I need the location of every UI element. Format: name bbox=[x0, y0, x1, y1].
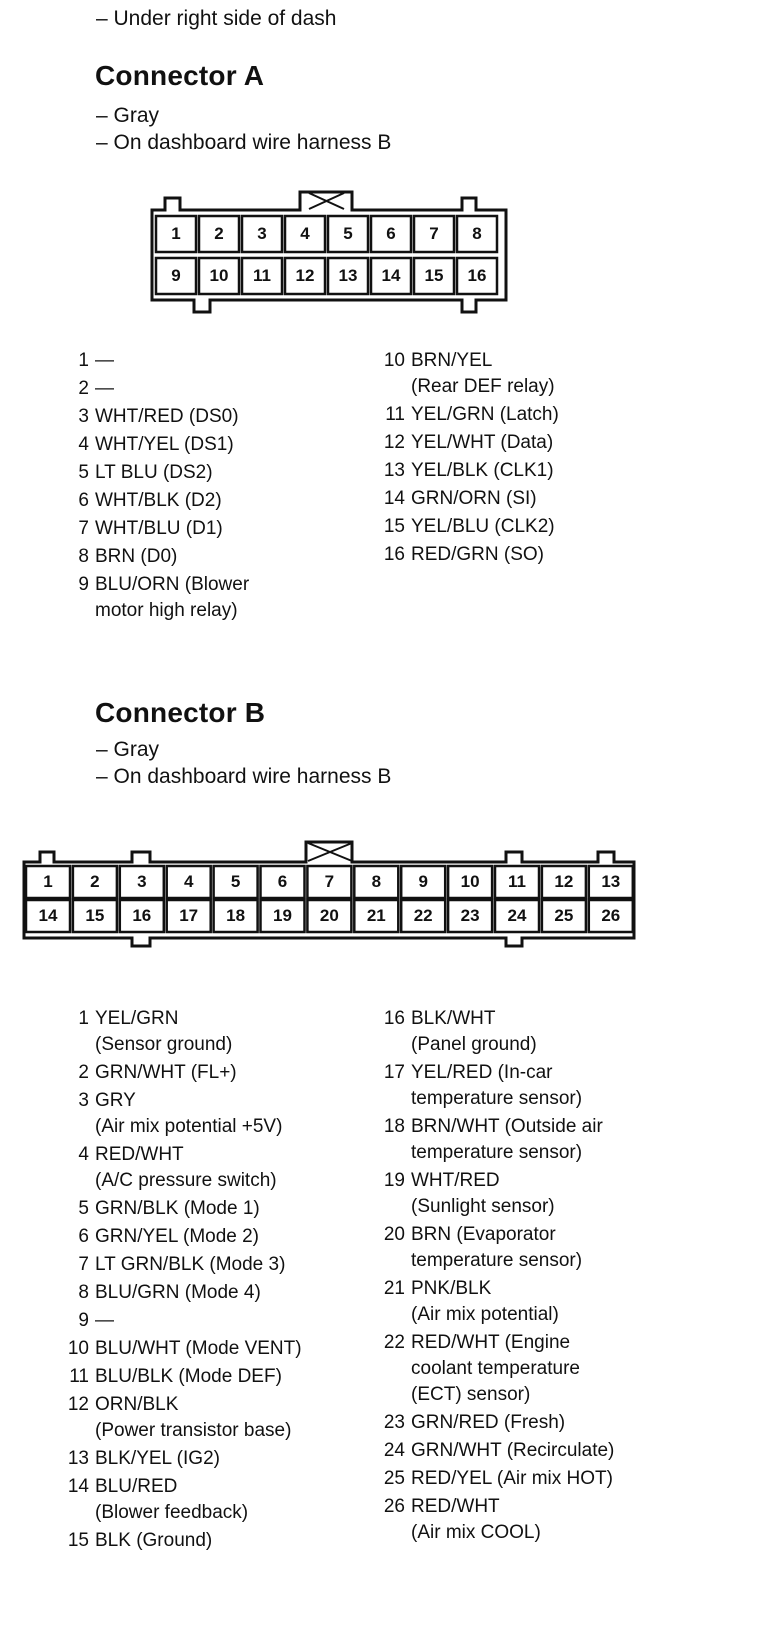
connector-b-pin-9: 9 bbox=[418, 872, 428, 891]
connector-b-pin-number: 12 bbox=[67, 1394, 89, 1415]
connector-b-pin-number: 9 bbox=[78, 1310, 89, 1331]
connector-b-pin-24: 24 bbox=[507, 906, 527, 925]
connector-b-pin-21: 21 bbox=[366, 906, 386, 925]
connector-b-pin-entry bbox=[78, 1252, 286, 1278]
connector-a-pin-1: 1 bbox=[171, 224, 181, 243]
connector-b-pin-description: PNK/BLK (Air mix potential) bbox=[411, 1278, 559, 1325]
connector-a-pin-description: BRN (D0) bbox=[95, 546, 178, 567]
connector-a-pin-6: 6 bbox=[386, 224, 396, 243]
connector-a-pin-7: 7 bbox=[429, 224, 439, 243]
connector-a-pin-description: WHT/YEL (DS1) bbox=[95, 434, 234, 455]
connector-b-pin-12: 12 bbox=[554, 872, 574, 891]
connector-b-pin-number: 2 bbox=[78, 1062, 89, 1083]
connector-b-pin-description: BLU/RED (Blower feedback) bbox=[95, 1476, 249, 1523]
connector-b-pin-description: GRN/RED (Fresh) bbox=[411, 1412, 566, 1433]
connector-b-pin-entry bbox=[67, 1336, 302, 1362]
connector-b-pin-entry bbox=[78, 1224, 260, 1250]
connector-a-pin-number: 14 bbox=[383, 488, 405, 509]
connector-b-pin-14: 14 bbox=[38, 906, 58, 925]
connector-b-pin-entry bbox=[383, 1276, 559, 1328]
connector-b-pin-description: GRY (Air mix potential +5V) bbox=[95, 1090, 283, 1137]
connector-a-pin-3: 3 bbox=[257, 224, 267, 243]
connector-a-title: Connector A bbox=[95, 60, 265, 91]
connector-b-pin-description: BLU/GRN (Mode 4) bbox=[95, 1282, 261, 1303]
connector-b-pin-description: WHT/RED (Sunlight sensor) bbox=[411, 1170, 555, 1217]
connector-b-pin-entry bbox=[383, 1494, 541, 1546]
connector-a-pin-9: 9 bbox=[171, 266, 181, 285]
connector-b-pin-entry bbox=[78, 1088, 283, 1140]
connector-a-pin-description: — bbox=[95, 378, 114, 399]
connector-b-pin-10: 10 bbox=[460, 872, 480, 891]
connector-a-pin-10: 10 bbox=[209, 266, 229, 285]
connector-b-pin-number: 16 bbox=[383, 1008, 405, 1029]
connector-a-pin-number: 15 bbox=[383, 516, 405, 537]
connector-b-pin-description: RED/WHT (A/C pressure switch) bbox=[95, 1144, 277, 1191]
connector-b-pin-entry bbox=[383, 1114, 603, 1166]
connector-a-pin-number: 9 bbox=[78, 574, 89, 595]
connector-b-pin-entry bbox=[383, 1410, 566, 1436]
connector-b-color: – Gray bbox=[96, 738, 160, 761]
connector-b-pin-number: 13 bbox=[67, 1448, 89, 1469]
connector-a-pin-8: 8 bbox=[472, 224, 482, 243]
connector-b-pin-entry bbox=[78, 1006, 233, 1058]
connector-a-pin-number: 1 bbox=[78, 350, 89, 371]
connector-a-pin-description: YEL/BLK (CLK1) bbox=[411, 460, 554, 481]
connector-a-pin-14: 14 bbox=[381, 266, 401, 285]
connector-a-harness: – On dashboard wire harness B bbox=[96, 131, 392, 154]
connector-b-pin-13: 13 bbox=[601, 872, 621, 891]
connector-a-pin-description: BRN/YEL (Rear DEF relay) bbox=[411, 350, 555, 397]
connector-b-pin-11: 11 bbox=[508, 872, 526, 891]
connector-b-pin-description: GRN/WHT (Recirculate) bbox=[411, 1440, 615, 1461]
connector-a-pin-11: 11 bbox=[253, 266, 271, 285]
connector-b-pin-19: 19 bbox=[273, 906, 292, 925]
connector-b-pin-description: YEL/GRN (Sensor ground) bbox=[95, 1008, 233, 1055]
connector-b-pin-number: 1 bbox=[78, 1008, 89, 1029]
connector-b-pin-description: BRN/WHT (Outside air temperature sensor) bbox=[411, 1116, 603, 1163]
connector-b-pin-18: 18 bbox=[226, 906, 246, 925]
connector-b-pin-6: 6 bbox=[277, 872, 288, 891]
connector-b-pin-5: 5 bbox=[230, 872, 241, 891]
connector-b-pin-number: 7 bbox=[78, 1254, 89, 1275]
connector-a-pin-description: YEL/WHT (Data) bbox=[411, 432, 554, 453]
connector-a-pin-description: — bbox=[95, 350, 114, 371]
connector-a-pin-number: 12 bbox=[383, 432, 405, 453]
connector-b-pin-entry bbox=[78, 1196, 260, 1222]
connector-b-pin-entry bbox=[383, 1222, 583, 1274]
connector-b-pin-number: 5 bbox=[78, 1198, 89, 1219]
connector-a-pin-4: 4 bbox=[300, 224, 310, 243]
connector-a-pin-15: 15 bbox=[424, 266, 444, 285]
connector-a-pin-description: BLU/ORN (Blower motor high relay) bbox=[95, 574, 250, 621]
connector-b-pin-number: 21 bbox=[383, 1278, 405, 1299]
connector-b-pin-description: RED/YEL (Air mix HOT) bbox=[411, 1468, 613, 1489]
connector-b-pin-description: BLK/WHT (Panel ground) bbox=[411, 1008, 537, 1055]
connector-b-pin-23: 23 bbox=[460, 906, 480, 925]
connector-b-pin-26: 26 bbox=[601, 906, 621, 925]
connector-b-harness: – On dashboard wire harness B bbox=[96, 765, 392, 788]
connector-b-pin-description: LT GRN/BLK (Mode 3) bbox=[95, 1254, 286, 1275]
connector-b-pin-number: 11 bbox=[69, 1366, 89, 1387]
connector-b-pin-4: 4 bbox=[183, 872, 194, 891]
connector-b-pin-description: ORN/BLK (Power transistor base) bbox=[95, 1394, 292, 1441]
connector-b-pin-number: 24 bbox=[383, 1440, 405, 1461]
connector-a-pin-description: LT BLU (DS2) bbox=[95, 462, 213, 483]
connector-b-pin-number: 18 bbox=[383, 1116, 405, 1137]
connector-b-pin-number: 25 bbox=[383, 1468, 405, 1489]
connector-b-pin-number: 22 bbox=[383, 1332, 405, 1353]
connector-a-pin-number: 6 bbox=[78, 490, 89, 511]
connector-a-pin-description: GRN/ORN (SI) bbox=[411, 488, 537, 509]
connector-a-pin-description: WHT/BLU (D1) bbox=[95, 518, 223, 539]
connector-b-pin-entry bbox=[69, 1364, 282, 1390]
connector-b-pin-description: BLK/YEL (IG2) bbox=[95, 1448, 220, 1469]
connector-a-pin-2: 2 bbox=[214, 224, 224, 243]
connector-a-pin-number: 2 bbox=[78, 378, 89, 399]
connector-b-pin-description: RED/WHT (Air mix COOL) bbox=[411, 1496, 541, 1543]
connector-a-pin-16: 16 bbox=[467, 266, 487, 285]
connector-b-pin-entry bbox=[383, 1060, 583, 1112]
connector-b-pin-22: 22 bbox=[413, 906, 433, 925]
connector-a-pin-number: 16 bbox=[383, 544, 405, 565]
connector-b-pin-entry bbox=[383, 1330, 580, 1408]
connector-a-pin-5: 5 bbox=[343, 224, 353, 243]
connector-a-pin-description: YEL/GRN (Latch) bbox=[411, 404, 559, 425]
connector-b-pin-entry bbox=[78, 1280, 261, 1306]
connector-a-pin-13: 13 bbox=[338, 266, 358, 285]
connector-b-pin-entry bbox=[78, 1142, 277, 1194]
connector-b-pin-3: 3 bbox=[137, 872, 147, 891]
connector-b-pin-entry bbox=[78, 1060, 237, 1086]
connector-b-pin-number: 3 bbox=[78, 1090, 89, 1111]
connector-a-pin-number: 5 bbox=[78, 462, 89, 483]
connector-a-pin-number: 10 bbox=[383, 350, 405, 371]
connector-b-pin-entry bbox=[67, 1474, 249, 1526]
connector-b-pin-number: 6 bbox=[78, 1226, 89, 1247]
connector-b-pin-description: — bbox=[95, 1310, 114, 1331]
connector-b-pin-entry bbox=[383, 1168, 555, 1220]
connector-b-pin-number: 14 bbox=[67, 1476, 89, 1497]
connector-a-pin-description: RED/GRN (SO) bbox=[411, 544, 544, 565]
connector-b-pin-25: 25 bbox=[554, 906, 574, 925]
connector-a-pin-number: 3 bbox=[78, 406, 89, 427]
connector-b-pin-description: BLU/WHT (Mode VENT) bbox=[95, 1338, 302, 1359]
connector-a-pin-12: 12 bbox=[295, 266, 315, 285]
connector-a-pin-number: 13 bbox=[383, 460, 405, 481]
connector-b-pin-number: 26 bbox=[383, 1496, 405, 1517]
connector-b-pin-number: 4 bbox=[78, 1144, 89, 1165]
connector-b-pin-7: 7 bbox=[324, 872, 335, 891]
connector-a-color: – Gray bbox=[96, 104, 160, 127]
connector-b-pin-entry bbox=[67, 1528, 213, 1554]
connector-b-pin-description: BRN (Evaporator temperature sensor) bbox=[411, 1224, 583, 1271]
connector-a-pin-description: WHT/BLK (D2) bbox=[95, 490, 222, 511]
location-note: – Under right side of dash bbox=[96, 7, 337, 30]
connector-b-pin-1: 1 bbox=[43, 872, 53, 891]
connector-b-pin-number: 10 bbox=[67, 1338, 89, 1359]
connector-b-pin-20: 20 bbox=[319, 906, 339, 925]
connector-b-pin-description: BLK (Ground) bbox=[95, 1530, 213, 1551]
connector-b-pin-number: 19 bbox=[383, 1170, 405, 1191]
connector-a-pin-description: WHT/RED (DS0) bbox=[95, 406, 239, 427]
connector-b-title: Connector B bbox=[95, 697, 266, 728]
connector-b-pin-number: 20 bbox=[383, 1224, 405, 1245]
connector-b-pin-entry bbox=[67, 1446, 220, 1472]
connector-b-pin-description: BLU/BLK (Mode DEF) bbox=[95, 1366, 282, 1387]
connector-a-pin-number: 7 bbox=[78, 518, 89, 539]
connector-b-pin-description: GRN/WHT (FL+) bbox=[95, 1062, 237, 1083]
connector-b-pin-2: 2 bbox=[90, 872, 100, 891]
connector-b-pin-entry bbox=[383, 1438, 615, 1464]
connector-b-pin-description: RED/WHT (Engine coolant temperature (ECT) sensor) bbox=[411, 1332, 580, 1405]
connector-b-pin-number: 8 bbox=[78, 1282, 89, 1303]
connector-b-pin-description: GRN/YEL (Mode 2) bbox=[95, 1226, 260, 1247]
connector-b-pin-15: 15 bbox=[85, 906, 105, 925]
connector-b-pin-entry bbox=[383, 1006, 537, 1058]
connector-b-pin-description: YEL/RED (In-car temperature sensor) bbox=[411, 1062, 583, 1109]
connector-b-pin-entry bbox=[67, 1392, 292, 1444]
connector-b-pin-entry bbox=[383, 1466, 613, 1492]
connector-a-pin-description: YEL/BLU (CLK2) bbox=[411, 516, 555, 537]
connector-b-pin-entry bbox=[78, 1308, 114, 1334]
connector-b-pin-16: 16 bbox=[132, 906, 152, 925]
connector-b-pin-number: 23 bbox=[383, 1412, 405, 1433]
connector-b-pin-number: 17 bbox=[383, 1062, 405, 1083]
connector-a-pin-number: 11 bbox=[385, 404, 405, 425]
connector-a-pin-number: 4 bbox=[78, 434, 89, 455]
connector-b-pin-17: 17 bbox=[179, 906, 199, 925]
connector-b-pin-8: 8 bbox=[371, 872, 382, 891]
connector-a-pin-number: 8 bbox=[78, 546, 89, 567]
connector-b-pin-number: 15 bbox=[67, 1530, 89, 1551]
connector-b-pin-description: GRN/BLK (Mode 1) bbox=[95, 1198, 260, 1219]
